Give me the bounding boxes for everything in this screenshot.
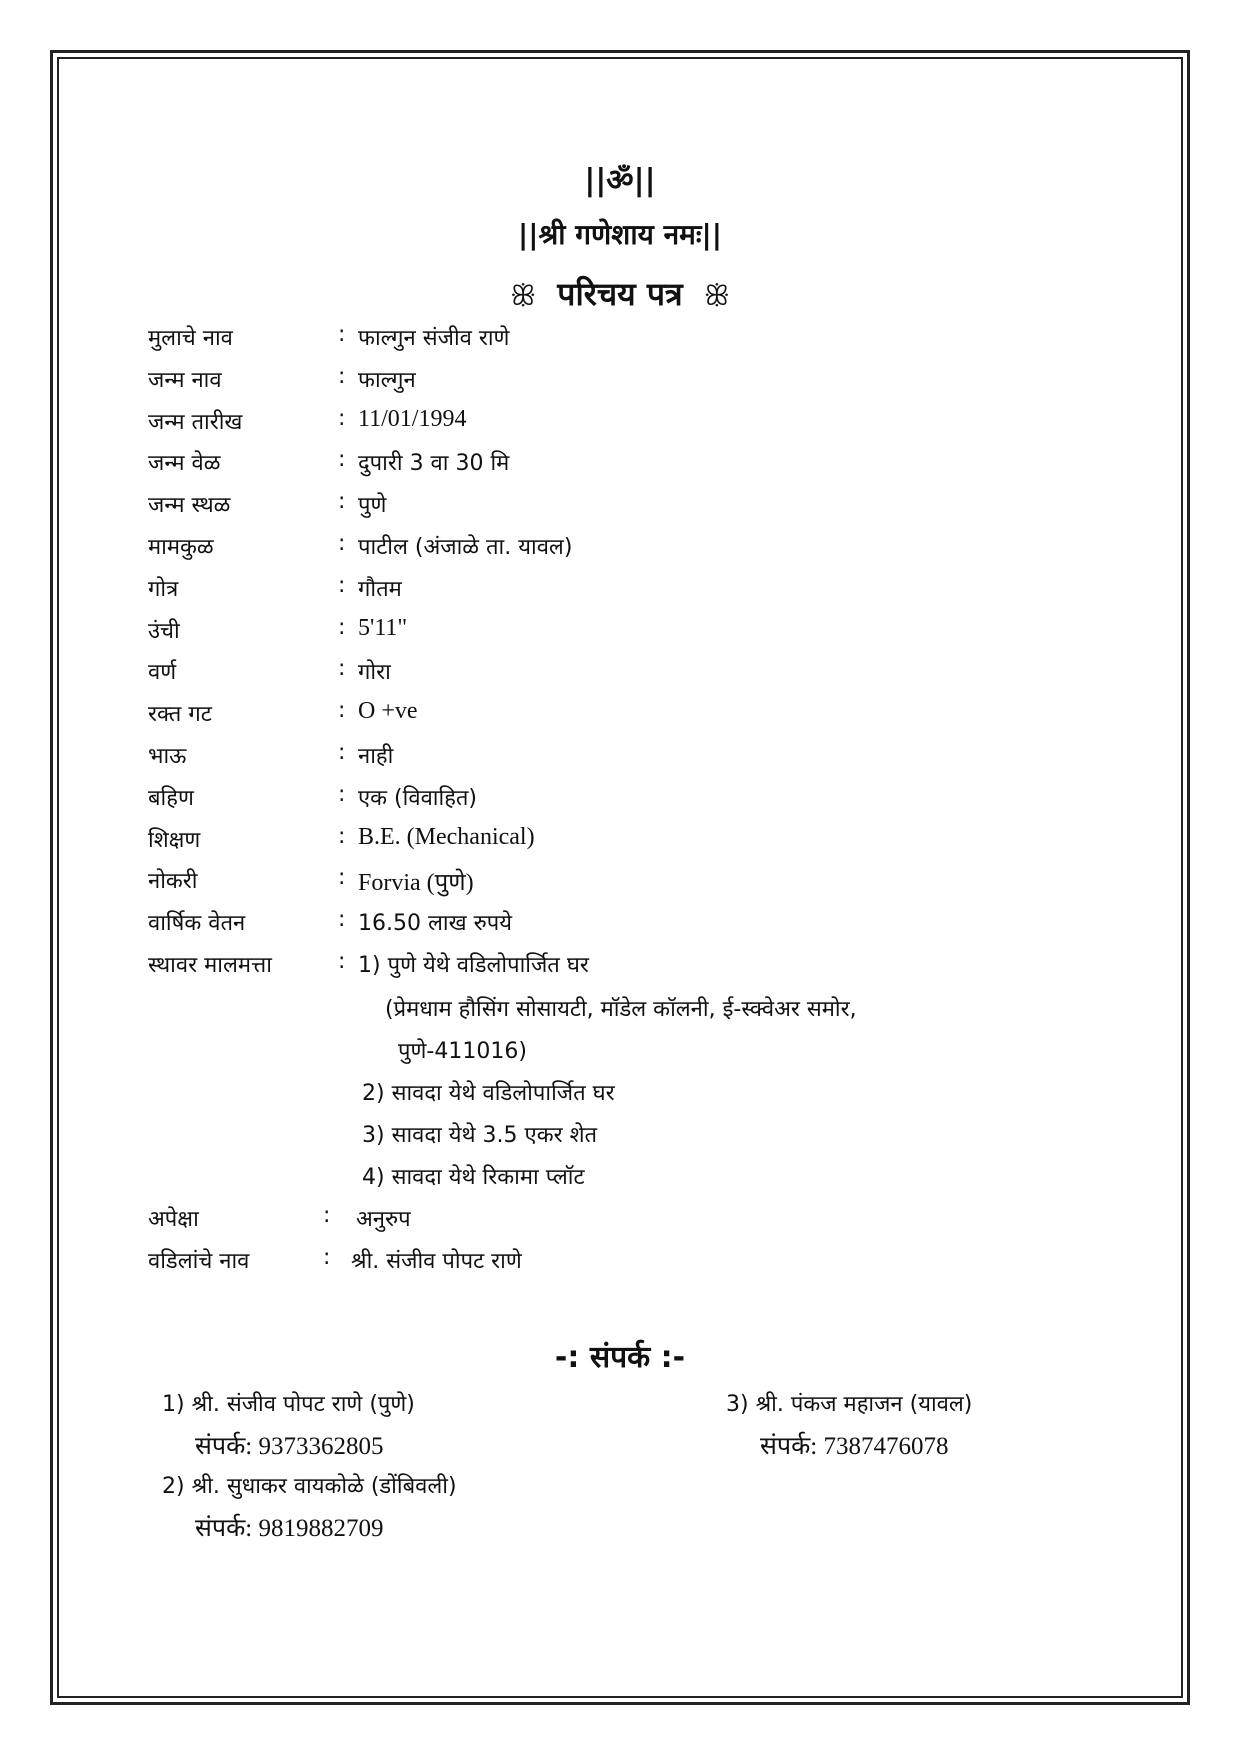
property-item-4: 4) सावदा येथे रिकामा प्लॉट [362, 1165, 585, 1190]
detail-value: नाही [358, 744, 394, 769]
detail-label: उंची [148, 619, 180, 644]
detail-value: पुणे [358, 493, 387, 518]
colon: : [338, 489, 346, 514]
colon: : [338, 364, 346, 389]
colon: : [338, 782, 346, 807]
detail-label: नोकरी [148, 869, 198, 894]
detail-value: फाल्गुन संजीव राणे [358, 326, 510, 351]
detail-value: B.E. (Mechanical) [358, 824, 535, 850]
colon: : [338, 865, 346, 890]
contact-3-phone: संपर्क: 7387476078 [760, 1433, 949, 1460]
detail-value: एक (विवाहित) [358, 786, 478, 811]
detail-label: मुलाचे नाव [148, 326, 233, 351]
expectation-value: अनुरुप [356, 1207, 411, 1232]
left-ornament-icon: ꕥ [510, 279, 537, 312]
detail-value: दुपारी 3 वा 30 मि [358, 451, 510, 476]
property-item-3: 3) सावदा येथे 3.5 एकर शेत [362, 1123, 598, 1148]
detail-label: जन्म नाव [148, 368, 222, 393]
colon: : [338, 615, 346, 640]
page-title [57, 272, 1183, 315]
detail-label: रक्त गट [148, 702, 212, 727]
property-item-2: 2) सावदा येथे वडिलोपार्जित घर [362, 1081, 615, 1106]
property-address-line: (प्रेमधाम हौसिंग सोसायटी, मॉडेल कॉलनी, ई-स्क्वेअर समोर, [385, 997, 857, 1022]
detail-label: मामकुळ [148, 535, 214, 560]
colon: : [338, 531, 346, 556]
colon: : [338, 406, 346, 431]
expectation-label: अपेक्षा [148, 1207, 199, 1232]
colon: : [338, 949, 346, 974]
contact-heading: -: संपर्क :- [554, 1340, 686, 1375]
detail-label: जन्म स्थळ [148, 493, 231, 518]
detail-label: जन्म तारीख [148, 410, 243, 435]
colon: : [338, 907, 346, 932]
contact-2-name: 2) श्री. सुधाकर वायकोळे (डोंबिवली) [162, 1474, 457, 1499]
detail-label: बहिण [148, 786, 194, 811]
detail-label: वर्ण [148, 660, 177, 685]
detail-value: 11/01/1994 [358, 406, 467, 432]
father-label: वडिलांचे नाव [148, 1249, 250, 1274]
title-text: परिचय पत्र [557, 275, 683, 313]
colon: : [338, 824, 346, 849]
detail-value: गौतम [358, 577, 402, 602]
detail-value: O +ve [358, 698, 418, 724]
detail-label: शिक्षण [148, 828, 201, 853]
colon: : [323, 1203, 331, 1228]
contact-1-phone: संपर्क: 9373362805 [195, 1433, 384, 1460]
om-heading: ||ॐ|| [584, 163, 656, 198]
detail-value: फाल्गुन [358, 368, 416, 393]
colon: : [338, 322, 346, 347]
property-address-city: पुणे-411016) [398, 1039, 527, 1064]
colon: : [338, 656, 346, 681]
right-ornament-icon: ꕥ [703, 279, 730, 312]
colon: : [323, 1245, 331, 1270]
contact-2-phone: संपर्क: 9819882709 [195, 1515, 384, 1542]
colon: : [338, 698, 346, 723]
detail-value: 5'11" [358, 615, 408, 641]
detail-value: 16.50 लाख रुपये [358, 911, 512, 936]
contact-3-name: 3) श्री. पंकज महाजन (यावल) [726, 1392, 973, 1417]
contact-1-name: 1) श्री. संजीव पोपट राणे (पुणे) [162, 1392, 415, 1417]
colon: : [338, 573, 346, 598]
detail-value: गोरा [358, 660, 391, 685]
father-value: श्री. संजीव पोपट राणे [351, 1249, 522, 1274]
detail-value: Forvia (पुणे) [358, 870, 474, 896]
detail-value: 1) पुणे येथे वडिलोपार्जित घर [358, 953, 589, 978]
detail-value: पाटील (अंजाळे ता. यावल) [358, 535, 573, 560]
detail-label: स्थावर मालमत्ता [148, 953, 272, 978]
detail-label: भाऊ [148, 744, 187, 769]
detail-label: वार्षिक वेतन [148, 911, 246, 936]
colon: : [338, 447, 346, 472]
detail-label: गोत्र [148, 577, 179, 602]
detail-label: जन्म वेळ [148, 451, 221, 476]
ganesh-heading: ||श्री गणेशाय नमः|| [518, 218, 722, 251]
colon: : [338, 740, 346, 765]
